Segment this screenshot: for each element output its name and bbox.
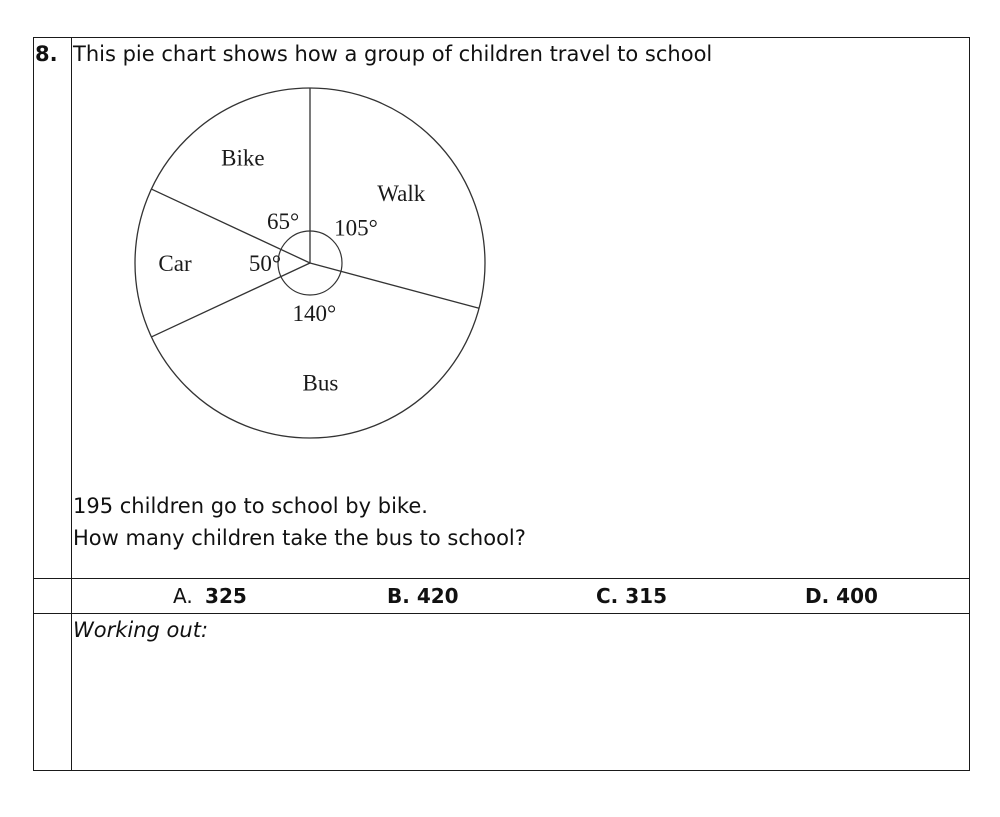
option-d[interactable]: [805, 584, 878, 608]
angle-label-car: 50°: [248, 251, 282, 276]
question-ask: How many children take the bus to school?: [73, 526, 526, 550]
slice-label-walk: Walk: [377, 180, 426, 206]
option-b-letter: B.: [387, 584, 410, 608]
option-b-value: 420: [416, 584, 459, 608]
table-row-divider: [33, 613, 970, 614]
angle-label-bike: 65°: [267, 208, 300, 234]
angle-label-walk: 105°: [334, 215, 378, 241]
slice-label-bus: Bus: [302, 370, 339, 396]
question-given: 195 children go to school by bike.: [73, 494, 428, 518]
option-a[interactable]: [173, 584, 247, 608]
option-c-letter: C.: [596, 584, 619, 608]
option-a-value: 325: [205, 584, 247, 608]
table-border-bottom: [33, 770, 970, 771]
option-a-letter: A.: [173, 584, 193, 608]
option-d-value: 400: [836, 584, 878, 608]
slice-label-car: Car: [158, 251, 192, 276]
option-c-value: 315: [625, 584, 667, 608]
angle-label-bus: 140°: [292, 300, 337, 326]
option-d-letter: D.: [805, 584, 830, 608]
table-row-divider: [33, 578, 970, 579]
question-number: 8.: [35, 42, 58, 66]
slice-label-bike: Bike: [221, 145, 265, 171]
question-intro: This pie chart shows how a group of children travel to school: [73, 42, 713, 66]
option-c[interactable]: [596, 584, 667, 608]
option-b[interactable]: [387, 584, 459, 608]
working-out-label: Working out:: [73, 618, 209, 642]
